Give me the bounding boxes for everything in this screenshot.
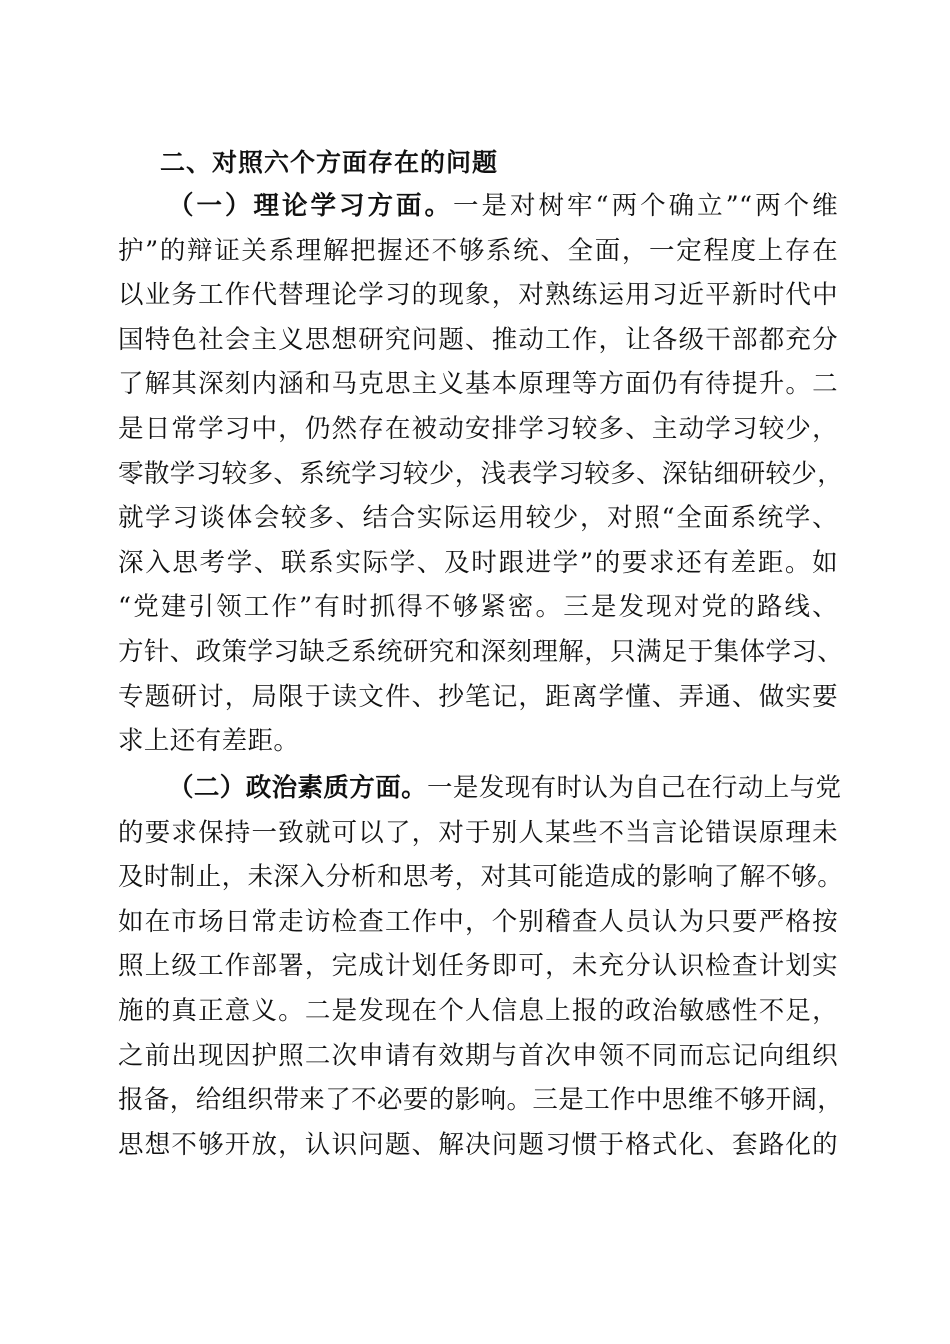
- paragraph-line: [118, 766, 842, 811]
- paragraph-lead: （二）政治素质方面。: [168, 773, 428, 803]
- paragraph-line: 护”的辩证关系理解把握还不够系统、全面，一定程度上存在: [118, 235, 838, 266]
- paragraph-line: 方针、政策学习缺乏系统研究和深刻理解，只满足于集体学习、: [118, 636, 844, 667]
- paragraph-line: 及时制止，未深入分析和思考，对其可能造成的影响了解不够。: [118, 862, 844, 893]
- paragraph-line: 的要求保持一致就可以了，对于别人某些不当言论错误原理未: [118, 817, 838, 848]
- paragraph-line: 深入思考学、联系实际学、及时跟进学”的要求还有差距。如: [118, 547, 838, 578]
- section-heading: 二、对照六个方面存在的问题: [160, 148, 499, 177]
- paragraph-line: 报备，给组织带来了不必要的影响。三是工作中思维不够开阔，: [118, 1085, 844, 1116]
- paragraph-text: 一是发现有时认为自己在行动上与党: [427, 773, 842, 803]
- paragraph-line: 专题研讨，局限于读文件、抄笔记，距离学懂、弄通、做实要: [118, 681, 838, 712]
- paragraph-line: 以业务工作代替理论学习的现象，对熟练运用习近平新时代中: [118, 280, 838, 311]
- paragraph-theory-study: [118, 184, 844, 764]
- paragraph-line: 如在市场日常走访检查工作中，个别稽查人员认为只要严格按: [118, 906, 838, 937]
- paragraph-lead: （一）理论学习方面。: [168, 191, 454, 221]
- paragraph-line: 了解其深刻内涵和马克思主义基本原理等方面仍有待提升。二: [118, 369, 838, 400]
- paragraph-line: 零散学习较多、系统学习较少，浅表学习较多、深钻细研较少，: [118, 458, 844, 489]
- paragraph-political-quality: [118, 766, 844, 1167]
- paragraph-line: 求上还有差距。: [118, 726, 300, 757]
- paragraph-line: [118, 184, 838, 229]
- paragraph-line: 施的真正意义。二是发现在个人信息上报的政治敏感性不足，: [118, 995, 838, 1026]
- paragraph-line: 就学习谈体会较多、结合实际运用较少，对照“全面系统学、: [118, 503, 838, 534]
- paragraph-line: 照上级工作部署，完成计划任务即可，未充分认识检查计划实: [118, 951, 838, 982]
- paragraph-text: 一是对树牢“两个确立”“两个维: [453, 191, 838, 221]
- paragraph-line: “党建引领工作”有时抓得不够紧密。三是发现对党的路线、: [118, 592, 838, 623]
- paragraph-line: 国特色社会主义思想研究问题、推动工作，让各级干部都充分: [118, 324, 838, 355]
- paragraph-line: 思想不够开放，认识问题、解决问题习惯于格式化、套路化的: [118, 1129, 838, 1160]
- paragraph-line: 是日常学习中，仍然存在被动安排学习较多、主动学习较少，: [118, 413, 838, 444]
- paragraph-line: 之前出现因护照二次申请有效期与首次申领不同而忘记向组织: [118, 1040, 838, 1071]
